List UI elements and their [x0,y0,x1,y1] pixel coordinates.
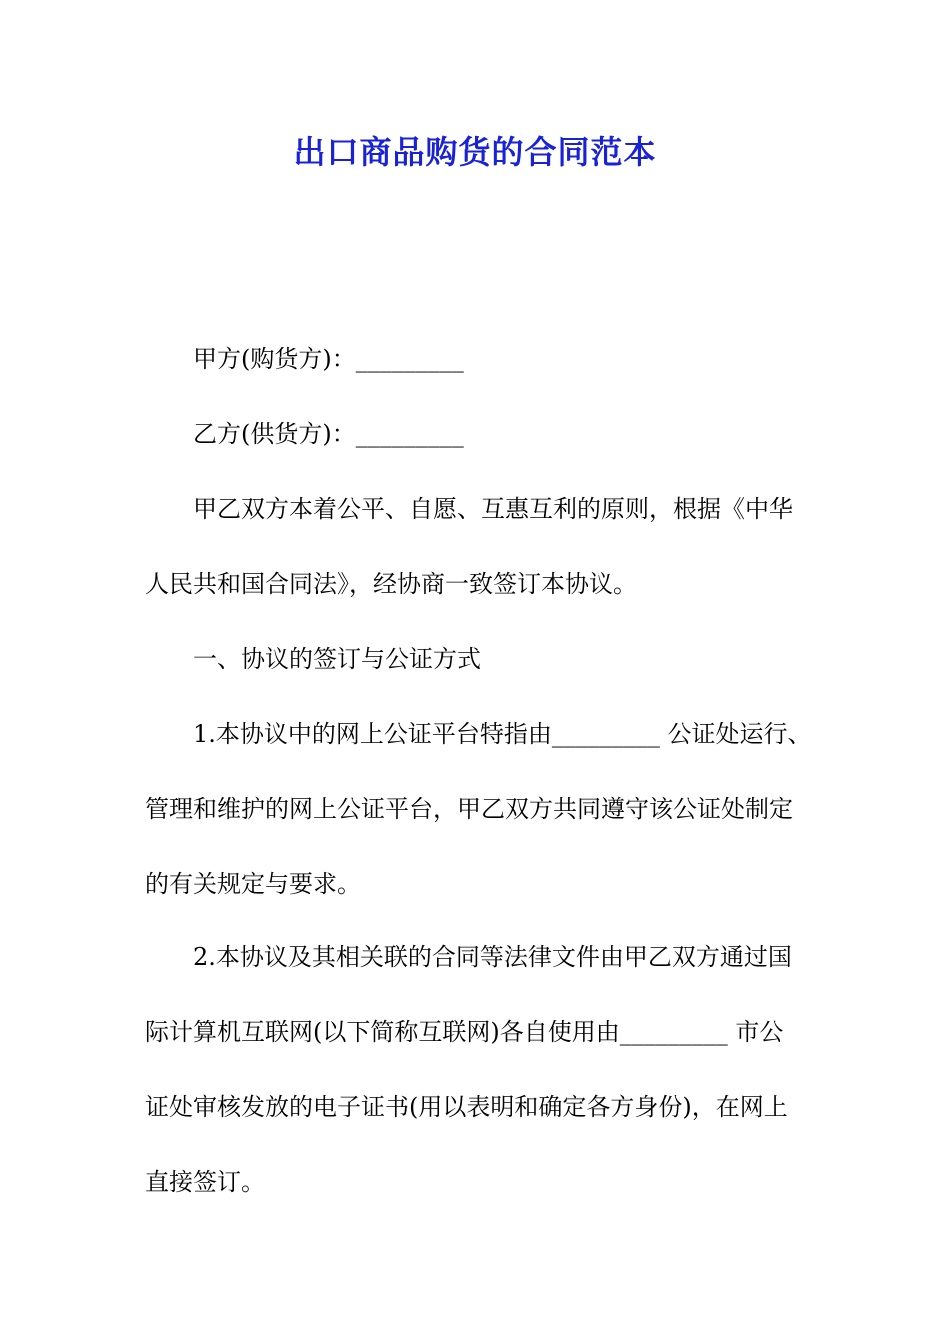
clause-2-line-1: 2.本协议及其相关联的合同等法律文件由甲乙双方通过国 [193,943,792,971]
section-1-heading: 一、协议的签订与公证方式 [193,645,481,673]
clause-1-line-3: 的有关规定与要求。 [145,870,361,898]
party-a-line: 甲方(购货方)：_________ [193,345,464,373]
clause-1-paragraph [145,697,825,922]
party-b-line: 乙方(供货方)：_________ [193,420,464,448]
clause-1-line-2: 管理和维护的网上公证平台，甲乙双方共同遵守该公证处制定 [145,795,793,823]
clause-2-line-3: 证处审核发放的电子证书(用以表明和确定各方身份)，在网上 [145,1093,788,1121]
intro-paragraph [145,472,825,622]
intro-line-1: 甲乙双方本着公平、自愿、互惠互利的原则，根据《中华 [193,495,793,523]
clause-2-line-4: 直接签订。 [145,1168,265,1196]
document-title: 出口商品购货的合同范本 [293,133,657,171]
intro-line-2: 人民共和国合同法》，经协商一致签订本协议。 [145,570,637,598]
clause-2-line-2: 际计算机互联网(以下简称互联网)各自使用由_________ 市公 [145,1018,784,1046]
clause-2-paragraph [145,920,825,1220]
clause-1-line-1: 1.本协议中的网上公证平台特指由_________ 公证处运行、 [193,720,812,748]
